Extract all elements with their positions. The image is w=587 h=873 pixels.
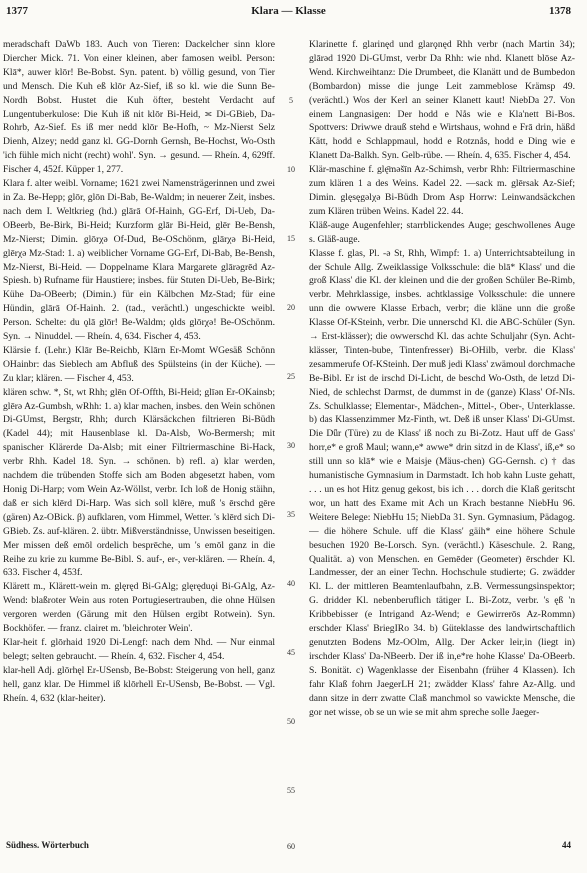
right-page-number: 1378 [549, 5, 571, 17]
entry-klaerett: Klärett m., Klärett-wein m. glęręd Bi-GAlg; glęręduǫi Bi-GAlg, Az-Wend: blaßroter Wein aus roten Portugiesertrauben, die ohne Hülsen vergoren werden (Gärung mit den Hülsen ergibt Rotwein). Syn. Bockhöfer. — franz. clairet m. 'bleichroter Wein'. [3, 581, 275, 635]
entry-klaess-auge: Kläß-auge Augenfehler; starrblickendes Auge; geschwollenes Auge s. Gläß-auge. [309, 219, 575, 245]
line-number: 50 [287, 717, 295, 726]
line-number: 35 [287, 510, 295, 519]
line-number: 20 [287, 303, 295, 312]
footer-sheet-number: 44 [562, 840, 571, 850]
line-number: 15 [287, 234, 295, 243]
left-page-number: 1377 [6, 5, 28, 17]
left-column [3, 38, 275, 828]
line-number: 5 [289, 96, 293, 105]
line-number: 25 [287, 372, 295, 381]
line-number: 10 [287, 165, 295, 174]
line-number: 30 [287, 441, 295, 450]
running-title: Klara — Klasse [251, 5, 326, 17]
line-number: 55 [287, 786, 295, 795]
entry-klar-heit: Klar-heit f. glōrhaid 1920 Di-Lengf: nach dem Nhd. — Nur einmal belegt; selten gebraucht. — Rheín. 4, 632. Fischer 4, 454. [3, 636, 275, 662]
line-number: 60 [287, 842, 295, 851]
footer-publication: Südhess. Wörterbuch [6, 840, 89, 850]
line-number: 40 [287, 579, 295, 588]
entry-klarinette: Klarinette f. glarinęd und glarǫnęd Rhh verbr (nach Martin 34); glārəd 1920 Di-GUmst, verbr Da Rhh: wie nhd. Klanett blōse Az-Wend. Kirchweihtanz: Die Drumbeet, die Klanätt und de Bumbedon (Bombardon) misse die junge Leit zammeblose Krämsp 49. (verächtl.) Wos der Kerl an seiner Klanett kaut! NiebDa 27. Von einem Langnasigen: Der hodd e Nås wie e Kla'nett Bi-Bos. Spottvers: Driwwe drauß stehd e Wirtshaus, wohnd e Frā drin, häßd Kätt, hodd e Schlappmaul, hodd e Rotznås, hodd e Ding wie e Klanett Da-Balkh. Syn. Gelb-rübe. — Rheín. 4, 635. Fischer 4, 454. [309, 39, 575, 162]
entry-klar-continued: meradschaft DaWb 183. Auch von Tieren: Dackelcher sinn klore Diercher Mick. 71. Von einer kleinen, aber famosen weibl. Person: Klā*, auwer klōr! Be-Bobst. Syn. patent. b) völlig gesund, von Tier und Mensch. Die Kuh eß klōr Az-Sief, iß so kl. wie die Sunn Be-Nordh Bobst. Hustet die Kuh öfter, besteht Verdacht auf Lungentuberkulose: Die Kuh iß nit klōr Bi-Heid, ≍ Di-GBieb, Da-Rohrb, Az-Sief. Es iß mer nedd klōr Be-Hofh, ~ Mz-Nierst Selz Dienh, Alzey; nedd ganz kl. GG-Dornh Gernsh, Be-Hochst, Wo-Osth 'ich fühle mich nicht (recht) wohl'. Syn. → gesund. — Rheín. 4, 629ff. Fischer 4, 452f. Küpper 1, 277. [3, 39, 275, 176]
entry-klar-hell: klar-hell Adj. glōrhęl Er-USensb, Be-Bobst: Steigerung von hell, ganz hell, ganz klar. De Himmel iß klōrhell Er-USensb, Be-Bobst. — Vgl. Rheín. 4, 632 (klar-heiter). [3, 664, 275, 704]
page-header [6, 5, 571, 23]
page-footer [6, 840, 571, 854]
entry-klara: Klara f. alter weibl. Vorname; 1621 zwei Namensträgerinnen und zwei in Za. Be-Hepp; glōr, glōn Di-Bab, Be-Waldm; in neuerer Zeit, insbes. nach dem I. Weltkrieg (hd.) glārā Of-Hainh, GG-Erf, Di-Ueb, Da-OBeerb, Be-Birk, Bi-Heid; Kurzform glār Bi-Heid, glēr Be-Bensh, Mz-Nierst; Dimin. glōrχə Of-Dud, Be-OSchönm, glārχə Bi-Heid, glērχə Mz-Stad: 1. a) weiblicher Vorname GG-Erf, Di-Bab, Be-Bensh, Mz-Nierst, Bi-Heid. — Doppelname Klara Margarete glārəgrēd Az-Spiesh. b) Rufname für Haustiere; insbes. für Stuten Di-Ueb, Be-Birk; Kühe Da-OBeerb; (Dimin.) für ein Kälbchen Mz-Stad; für eine Hündin, glārā Of-Hainh. 2. (tad., verächtl.) ungeschickte weibl. Person. Schelte: du ǫlā glōr! Be-Waldm; ǫlds glōrχə! Be-OSchönm. Syn. → Ninuddel. — Rheín. 4, 634. Fischer 4, 453. [3, 178, 275, 343]
line-number: 45 [287, 648, 295, 657]
line-numbers [277, 38, 305, 851]
entry-klaeren: klären schw. *, St, wt Rhh; glēn Of-Offth, Bi-Heid; glīən Er-OKainsb; glērə Az-Gumbsh, wRhh: 1. a) klar machen, insbes. den Wein schönen Di-GUmst, Bergstr, Rhh; durch Klärsäckchen filtrieren Bi-Büdh (Kadel 44); mit Hausenblase kl. Da-Alsb, Wo-Bermersh; mit spanischer Klärerde Da-Alsb; mit einer Filtriermaschine Bi-Hack, verbr Rhh. Kadel 18. Syn. → schönen. b) refl. a) klar werden, nachdem die trübenden Stoffe sich am Boden abgesetzt haben, vom Honig Di-Harp; vom Wein Az-Wöllst, verbr. Ich loß de Honig stäihn, daß er sich klērd Di-Harp. Was sich soll klēre, muß 's ērschd gēre (gären) Az-OBick. β) aufklaren, vom Himmel, Wetter. 's klērd sich Di-GBieb. Zs. auf-klären. 2. übtr. Mißverständnisse, Unwissen beseitigen. Mer missen deß emōl ordelich besprēche, um 's emōl ganz in die Reihe zu krie zu kumme Be-Bibl. S. auf-, er-, ver-klären. — Rheín. 4, 633. Fischer 4, 453f. [3, 386, 275, 579]
right-column [309, 38, 575, 828]
entry-klaer-maschine: Klär-maschine f. glę̄məšīn Az-Schimsh, verbr Rhh: Filtriermaschine zum klären 1 a des Weins. Kadel 22. —sack m. glērsak Az-Sief; Dimin. glęsęgəlχə Bi-Büdh Drom Asp Horrw: Leinwandsäckchen zum Klären trüben Weins. Kadel 22. 44. [309, 164, 575, 217]
entry-klasse: Klasse f. glas, Pl. -ə St, Rhh, Wimpf: 1. a) Unterrichtsabteilung in der Schule Allg. Zweiklassige Volksschule: die blā* Klass' und die groß Klass' die Kl. der kleinen und die der großen Schüler Be-Rimb, verbr. Mehrklassige, insbes. achtklassige Volksschule: die unnere unn die owwere Klasse Erbach, verbr; die kläne unn die große Klasse Of-KSteinh, verbr. Die unnerschd Kl. die ABC-Schüler (Syn. → Erst-klässer); die owwerschd Kl. das achte Schuljahr (Syn. Acht-klässer, Tinten-bube, Tintenfresser) Bi-OHilb, verbr. die Klass' zesammerufe Of-KSteinh. Der muß jedi Klass' zwämoul dorchmache Be-Bibl. Er ist de irschd Di-Licht, de beschd Wo-Osth, de letzd Di-Nied, de schlechst Darmst, de dummst in de (ganze) Klass' Of-NIs. Zs. Schulklasse; Elementar-, Mädchen-, Mittel-, Ober-, Unterklasse. b) das Klassenzimmer Mz-Finth, wt. Deß iß unser Klass' Di-GUmst. Die Dǖr (Türe) zu de Klass' iß noch zu Bi-Zotz. Haut uff de Gass' horr,e* e groß Maul; wann,e* awwe* drin sitzd in de Klass', iß,e* so still unn so klā* wie e Maisje (Mäus-chen) GG-Gernsh. c) † das humanistische Gymnasium in Darmstadt. Ich hob kahn Luste gehatt, . . . un es hot Hitz genug gekost, bis ich . . . dorch die Klaß geritscht wor, un hatt des Exame mit Ach un Krach bestanne NiebHu 96. Weitere Belege: NiebHu 15; NiebDa 31. Syn. Gymnasium, Pädagog. — die höhere Schule. uff die Klass' gäih* eine höhere Schule besuchen 1920 Be-Lorsch. Syn. (verächtl.) Käseschule. 2. Rang, Qualität. a) von Menschen. en Gemēder (Geometer) ērschder Kl. Landmesser, der an einer Techn. Hochschule studierte; G. zwädder Kl. L. der mittleren Beamtenlaufbahn, z.B. Vermessungsinspektor; G. dridder Kl. nebenberuflich tätiger L. Bi-Zotz, verbr. 's ęß 'n Kribbebisser (e Intrigand Az-Wend; e Gewirrerōs Az-Rommn) erschder Klass' BriegIRo 34. b) Güteklasse des landwirtschaftlich genutzten Bodens Mz-OOlm, Allg. Der Acker leir,in (liegt in) irschder Klass' Da-NBeerb. Der iß in,e*re hohe Klasse' Da-OBeerb. S. Bonität. c) Wagenklasse der Eisenbahn (früher 4 Klassen). Ich fahr Klaß fohrn JaegerLH 21; zwädder Klass' fahre Az-Allg. und dann sitze in derr zwatte Claß manchmol so vawickte Mensche, die gor net wisse, ob se un wie se mit ahm spreche solle Jaeger- [309, 247, 575, 718]
entry-klaersie: Klärsie f. (Lehr.) Klār Be-Reichb, Klārn Er-Momt WGesäß Schönn OHainbr: das Sieblech am Abfluß des Spülsteins (in der Küche). — Zu klar; klären. — Fischer 4, 453. [3, 344, 275, 384]
